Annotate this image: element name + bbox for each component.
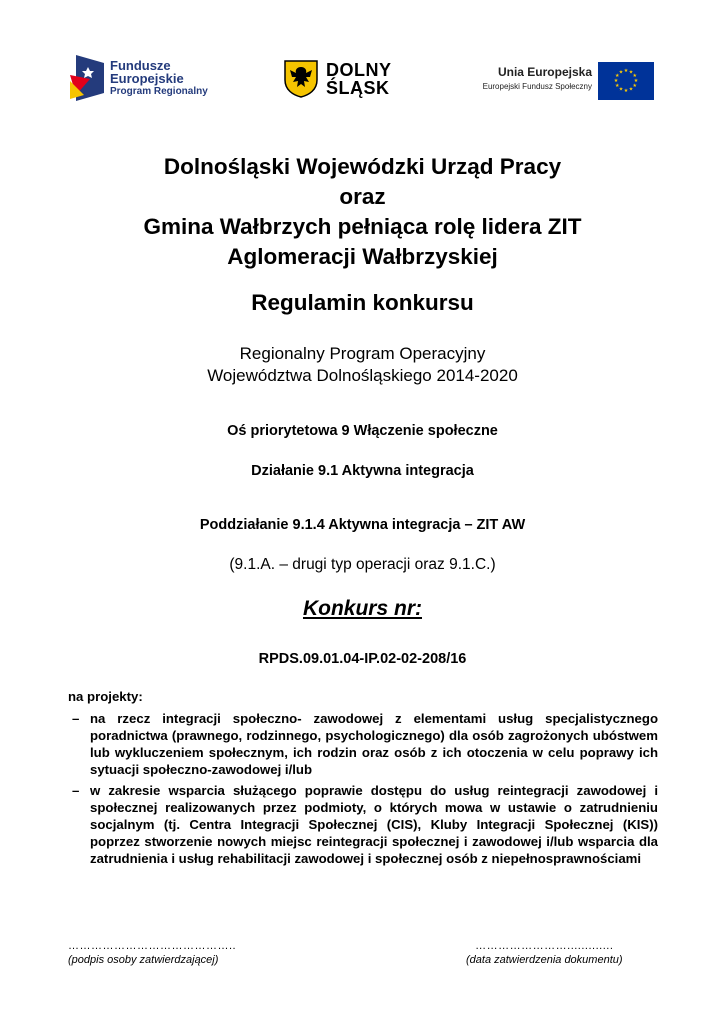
svg-text:★: ★ [613,78,619,84]
fundusze-europejskie-icon [70,55,104,101]
dash-bullet-icon: – [72,783,80,798]
list-item: – w zakresie wsparcia służącego poprawie dostępu do usług reintegracji zawodowej i społecznej realizowanych przez podmioty, o których mowa w ustawie o zatrudnieniu socjalnym (tj. Centra Integracji Społecznej (CIS), Kluby Integracji Społecznej (KIS)) poprzez stworzenie nowych miejsc reintegracji społecznej i zawodowej i/lub wsparcia dla zatrudnienia i usług rehabilitacji zawodowej i społecznej osób z niepełnosprawnościami [72,783,658,866]
dolny-slask-logo [284,60,404,100]
svg-text:★: ★ [615,73,620,79]
list-item: – na rzecz integracji społeczno- zawodowej z elementami usług specjalistycznego poradnictwa (prawnego, rodzinnego, psychologicznego) dla osób zagrożonych ubóstwem lub wykluczeniem społecznym, ich rodzin oraz osób z ich otoczenia w celu poprawy ich sytuacji społeczno-zawodowej i/lub [72,711,658,777]
signature-caption: (podpis osoby zatwierdzającej) [68,954,219,966]
svg-text:★: ★ [633,78,639,84]
projects-section [68,688,658,871]
projects-label: na projekty: [68,689,143,704]
konkurs-number: RPDS.09.01.04-IP.02-02-208/16 [258,651,467,667]
svg-text:★: ★ [615,83,620,89]
eagle-shield-icon [284,60,318,98]
konkurs-heading: Konkurs nr: [302,597,422,620]
dash-bullet-icon: – [72,711,80,726]
program-name: Regionalny Program Operacyjny Województwa Dolnośląskiego 2014-2020 [207,344,518,385]
date-block: ……………………............. (data zatwierdzenia dokumentu) [466,940,623,966]
action-label: Działanie 9.1 Aktywna integracja [251,463,474,479]
dolny-slask-text: DOLNY ŚLĄSK [326,60,392,98]
fundusze-europejskie-logo [70,55,220,105]
svg-text:★: ★ [632,73,637,79]
priority-axis: Oś priorytetowa 9 Włączenie społeczne [227,423,498,439]
svg-text:★: ★ [632,83,637,89]
svg-text:★: ★ [623,88,629,94]
title-line: Aglomeracji Wałbrzyskiej [227,244,498,269]
subaction-label: Poddziałanie 9.1.4 Aktywna integracja – ZIT AW [199,517,526,533]
eu-flag-icon [598,62,654,100]
document-title [0,152,725,272]
svg-text:★: ★ [628,69,634,76]
unia-europejska-logo [470,62,660,102]
signature-block: …………………………………….. (podpis osoby zatwierdzającej) [68,940,237,966]
operation-types: (9.1.A. – drugi typ operacji oraz 9.1.C.) [229,556,496,573]
svg-text:★: ★ [628,86,634,93]
svg-text:★: ★ [618,86,624,93]
date-caption: (data zatwierdzenia dokumentu) [466,954,623,966]
fundusze-europejskie-text: Fundusze Europejskie Program Regionalny [110,58,208,97]
regulamin-heading: Regulamin konkursu [251,290,474,315]
title-line: Dolnośląski Wojewódzki Urząd Pracy [163,154,562,179]
svg-text:★: ★ [618,69,624,76]
svg-text:★: ★ [623,68,629,74]
header-logos [0,0,725,120]
title-line: oraz [339,184,386,209]
title-line: Gmina Wałbrzych pełniąca rolę lidera ZIT [143,214,582,239]
unia-europejska-text: Unia Europejska Europejski Fundusz Społeczny [482,65,592,91]
